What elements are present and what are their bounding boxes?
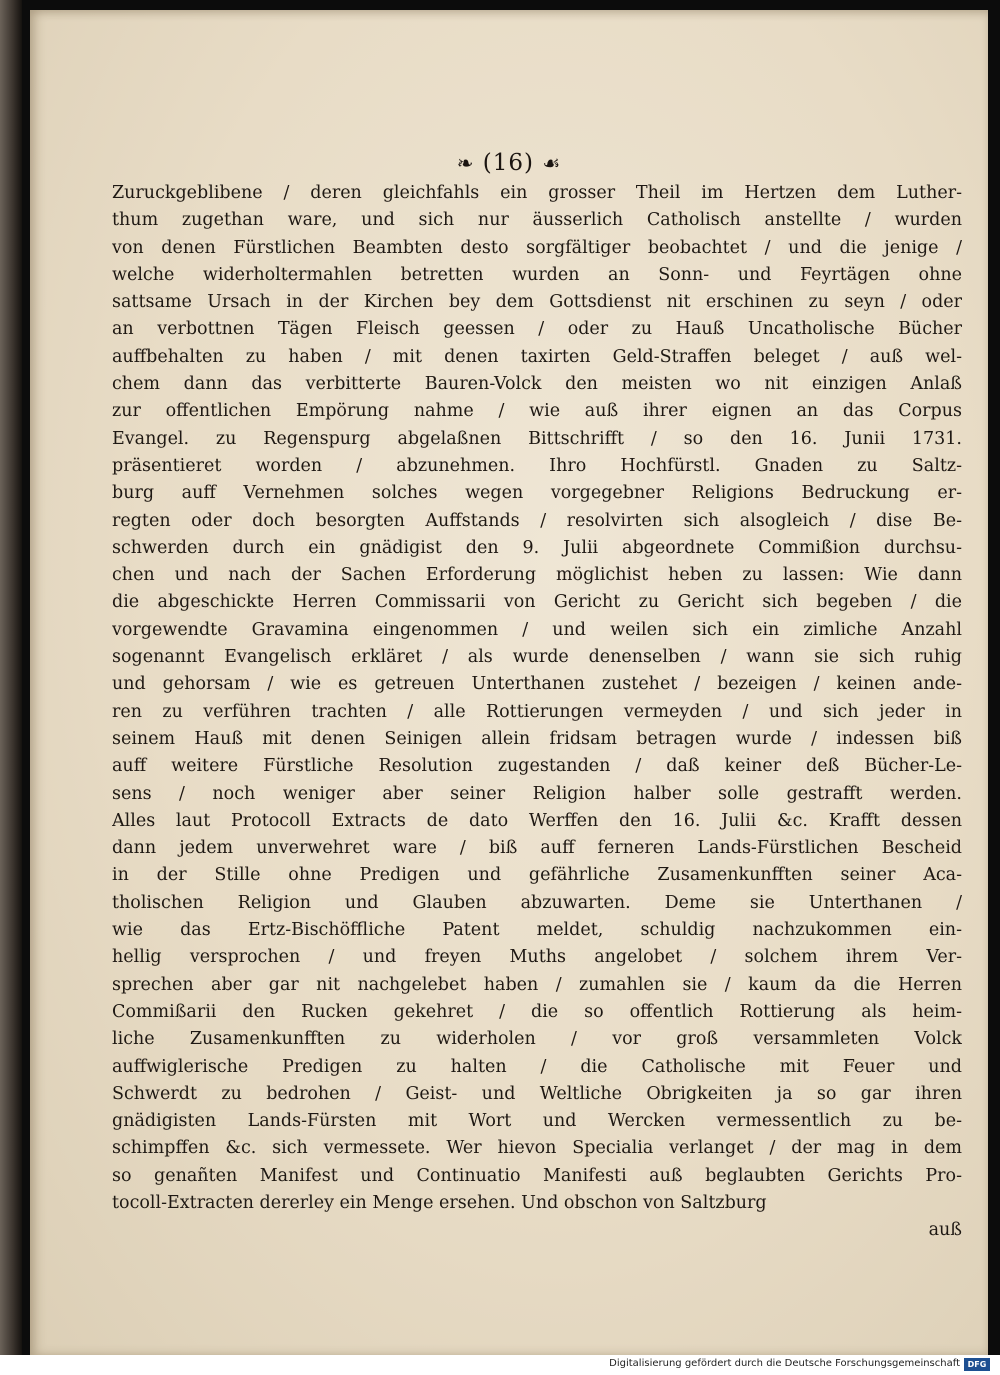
text-line: in der Stille ohne Predigen und gefährliche Zusamenkunfften seiner Aca- (112, 865, 962, 886)
text-line: auffwiglerische Predigen zu halten / die Catholische mit Feuer und (112, 1056, 962, 1077)
text-line: gnädigisten Lands-Fürsten mit Wort und Wercken vermessentlich zu be- (112, 1111, 962, 1132)
text-line: welche widerholtermahlen betretten wurden an Sonn- und Feyrtägen ohne (112, 264, 962, 285)
text-line: die abgeschickte Herren Commissarii von Gericht zu Gericht sich begeben / die (112, 592, 962, 613)
text-line: hellig versprochen / und freyen Muths angelobet / solchem ihrem Ver- (112, 947, 962, 968)
text-line: auß (928, 1220, 962, 1241)
text-line: tocoll-Extracten dererley ein Menge ersehen. Und obschon von Saltzburg (112, 1192, 767, 1213)
text-line: thum zugethan ware, und sich nur äusserlich Catholisch anstellte / wurden (112, 210, 962, 231)
text-line: von denen Fürstlichen Beambten desto sorgfältiger beobachtet / und die jenige / (112, 237, 962, 258)
text-line: seinem Hauß mit denen Seinigen allein fridsam betragen wurde / indessen biß (112, 728, 962, 749)
text-line: dann jedem unverwehret ware / biß auff ferneren Lands-Fürstlichen Bescheid (112, 838, 962, 859)
text-line: Schwerdt zu bedrohen / Geist- und Weltliche Obrigkeiten ja so gar ihren (112, 1083, 962, 1104)
body-text (112, 180, 962, 1245)
text-line: regten oder doch besorgten Auffstands / resolvirten sich alsogleich / dise Be- (112, 510, 962, 531)
text-line: Alles laut Protocoll Extracts de dato Werffen den 16. Julii &c. Krafft dessen (112, 810, 962, 831)
text-line: schwerden durch ein gnädigist den 9. Julii abgeordnete Commißion durchsu- (112, 537, 962, 558)
ornament-left-icon: ❧ (456, 151, 475, 175)
text-line: Zuruckgeblibene / deren gleichfahls ein grosser Theil im Hertzen dem Luther- (112, 183, 962, 203)
footer-bar (0, 1355, 1000, 1375)
text-line: burg auff Vernehmen solches wegen vorgegebner Religions Bedruckung er- (112, 483, 962, 504)
text-line: auff weitere Fürstliche Resolution zugestanden / daß keiner deß Bücher-Le- (112, 756, 962, 777)
dfg-logo: DFG (964, 1358, 990, 1371)
text-line: liche Zusamenkunfften zu widerholen / vor groß versammleten Volck (112, 1029, 962, 1050)
funding-credit: Digitalisierung gefördert durch die Deutsche Forschungsgemeinschaft (609, 1358, 960, 1369)
text-line: auffbehalten zu haben / mit denen taxirten Geld-Straffen beleget / auß wel- (112, 346, 962, 367)
book-page (30, 10, 988, 1355)
text-line: chen und nach der Sachen Erforderung möglichist heben zu lassen: Wie dann (112, 565, 962, 586)
page-number-header (30, 150, 988, 176)
text-line: zur offentlichen Empörung nahme / wie auß ihrer eignen an das Corpus (112, 401, 962, 422)
text-line: wie das Ertz-Bischöffliche Patent meldet, schuldig nachzukommen ein- (112, 920, 962, 941)
text-line: sattsame Ursach in der Kirchen bey dem Gottsdienst nit erschinen zu seyn / oder (112, 292, 962, 313)
text-line: chem dann das verbitterte Bauren-Volck den meisten wo nit einzigen Anlaß (112, 374, 962, 395)
text-line: sogenannt Evangelisch erkläret / als wurde denenselben / wann sie sich ruhig (112, 647, 962, 668)
text-line: Evangel. zu Regenspurg abgelaßnen Bittschrifft / so den 16. Junii 1731. (112, 428, 962, 449)
text-line: sprechen aber gar nit nachgelebet haben / zumahlen sie / kaum da die Herren (112, 974, 962, 995)
book-spine-edge (0, 0, 22, 1355)
text-line: Commißarii den Rucken gekehret / die so offentlich Rottierung als heim- (112, 1001, 962, 1022)
page-number: (16) (482, 150, 535, 176)
ornament-right-icon: ☙ (542, 151, 562, 175)
text-line: schimpffen &c. sich vermessete. Wer hievon Specialia verlanget / der mag in dem (112, 1138, 962, 1159)
text-line: tholischen Religion und Glauben abzuwarten. Deme sie Unterthanen / (112, 892, 962, 913)
text-line: präsentieret worden / abzunehmen. Ihro Hochfürstl. Gnaden zu Saltz- (112, 455, 962, 476)
text-line: ren zu verführen trachten / alle Rottierungen vermeyden / und sich jeder in (112, 701, 962, 722)
text-line: an verbottnen Tägen Fleisch geessen / oder zu Hauß Uncatholische Bücher (112, 319, 962, 340)
text-line: sens / noch weniger aber seiner Religion halber solle gestrafft werden. (112, 783, 962, 804)
text-line: so genañten Manifest und Continuatio Manifesti auß beglaubten Gerichts Pro- (112, 1165, 962, 1186)
text-line: vorgewendte Gravamina eingenommen / und weilen sich ein zimliche Anzahl (112, 619, 962, 640)
text-line: und gehorsam / wie es getreuen Unterthanen zustehet / bezeigen / keinen ande- (112, 674, 962, 695)
